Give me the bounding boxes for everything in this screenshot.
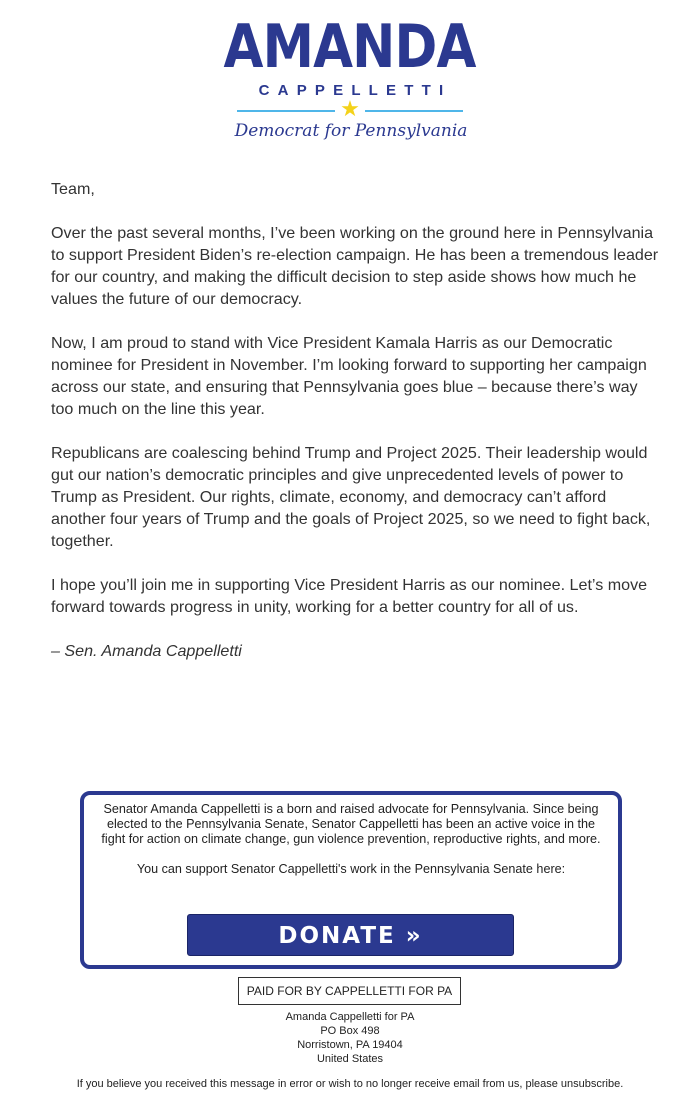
paid-for-disclaimer: PAID FOR BY CAPPELLETTI FOR PA <box>238 977 461 1005</box>
donate-button[interactable]: DONATE » <box>187 914 514 956</box>
letter-greeting: Team, <box>51 180 95 198</box>
bio-box <box>80 791 622 969</box>
logo-surname: CAPPELLETTI <box>258 82 452 99</box>
support-text: You can support Senator Cappelletti's work in the Pennsylvania Senate here: <box>136 862 566 876</box>
letter-paragraph-1: Over the past several months, I’ve been working on the ground here in Pennsylvania to support President Biden’s re-election campaign. He has been a tremendous leader for our country, and making the difficult decision to step aside shows how much he values the future of our democracy. <box>51 224 659 308</box>
letter-paragraph-3: Republicans are coalescing behind Trump and Project 2025. Their leadership would gut our nation’s democratic principles and give unprecedented levels of power to Trump as President. Our rights, climate, economy, and democracy can’t afford another four years of Trump and the goals of Project 2025, so we need to fight back, together. <box>51 444 651 550</box>
letter-body <box>51 178 661 684</box>
bio-text: Senator Amanda Cappelletti is a born and raised advocate for Pennsylvania. Since being elected to the Pennsylvania Senate, Senator Cappelletti has been an active voice in the fight for action on climate change, gun violence prevention, reproductive rights, and more. <box>101 802 601 846</box>
logo-divider <box>237 96 463 121</box>
letter-paragraph-2: Now, I am proud to stand with Vice President Kamala Harris as our Democratic nominee for President in November. I’m looking forward to supporting her campaign across our state, and ensuring that Pennsylvania goes blue – because there’s way too much on the line this year. <box>51 334 647 418</box>
logo-divider-line-left <box>237 110 335 112</box>
logo-name-row <box>0 14 700 80</box>
address-line-organization: Amanda Cappelletti for PA <box>285 1011 415 1023</box>
unsubscribe-notice[interactable]: If you believe you received this message in error or wish to no longer receive email from us, please unsubscribe. <box>76 1078 624 1090</box>
address-line-country: United States <box>316 1053 384 1065</box>
address-line-po-box: PO Box 498 <box>320 1025 380 1037</box>
letter-signoff: – Sen. Amanda Cappelletti <box>51 642 242 660</box>
address-line-city: Norristown, PA 19404 <box>297 1039 403 1051</box>
star-icon: ★ <box>340 96 360 121</box>
logo-divider-line-right <box>365 110 463 112</box>
logo-tagline: Democrat for Pennsylvania <box>234 121 468 141</box>
logo-first-name: AMANDA <box>223 12 477 82</box>
letter-paragraph-4: I hope you’ll join me in supporting Vice President Harris as our nominee. Let’s move forward towards progress in unity, working for a better country for all of us. <box>51 576 648 616</box>
campaign-logo <box>0 14 700 141</box>
mailing-address <box>0 1010 700 1066</box>
